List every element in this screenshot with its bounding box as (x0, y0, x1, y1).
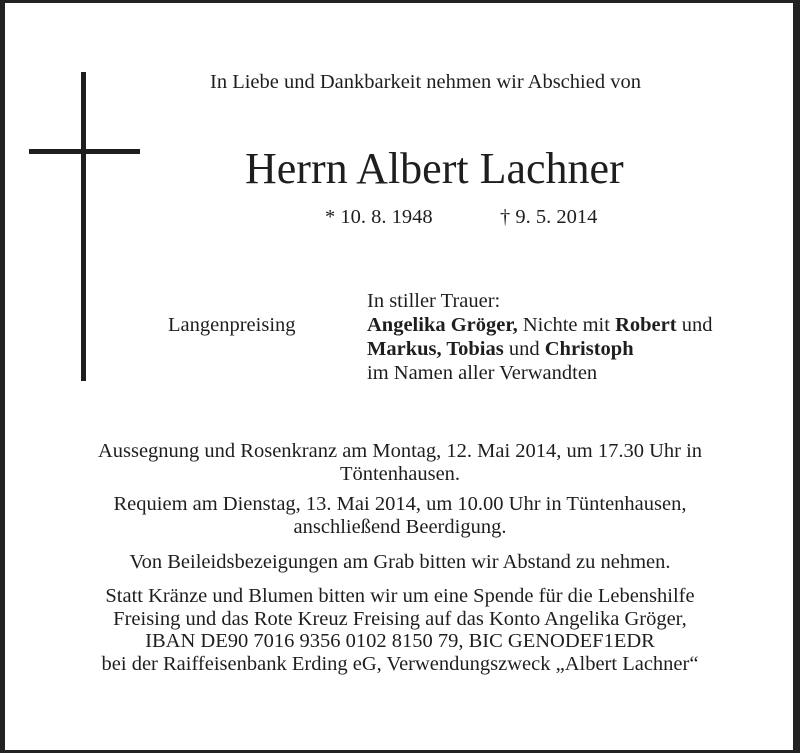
mourners-line-2 (367, 337, 712, 361)
notice-line: Requiem am Dienstag, 13. Mai 2014, um 10.00 Uhr in Tüntenhausen, (113, 493, 687, 515)
mourner-text: Nichte mit (517, 314, 616, 336)
intro-text: In Liebe und Dankbarkeit nehmen wir Abschied von (210, 71, 641, 93)
notice-condolences (0, 551, 800, 574)
notice-line: Statt Kränze und Blumen bitten wir um eine Spende für die Lebenshilfe (105, 585, 695, 607)
cross-vertical (81, 72, 86, 381)
notice-funeral-blessing (0, 440, 800, 485)
notice-line: anschließend Beerdigung. (293, 515, 507, 538)
notice-line: IBAN DE90 7016 9356 0102 8150 79, BIC GENODEF1EDR (145, 630, 655, 652)
notice-line: Freising und das Rote Kreuz Freising auf das Konto Angelika Gröger, (113, 607, 687, 630)
mourner-name: Robert (615, 314, 677, 336)
notice-requiem (0, 493, 800, 538)
deceased-name: Herrn Albert Lachner (245, 144, 624, 193)
mourners-line-1 (367, 313, 712, 337)
cross-horizontal (29, 149, 140, 154)
place: Langenpreising (168, 314, 296, 336)
mourner-name: Angelika Gröger, (367, 314, 518, 336)
mourners-closing: im Namen aller Verwandten (367, 362, 598, 384)
notice-donations (0, 585, 800, 675)
mourner-name: Christoph (544, 338, 634, 360)
notice-line: Von Beileidsbezeigungen am Grab bitten wir Abstand zu nehmen. (129, 551, 671, 573)
mourner-text: und (503, 338, 545, 360)
death-date: † 9. 5. 2014 (500, 206, 598, 228)
mourners-heading: In stiller Trauer: (367, 290, 501, 312)
mourner-name: Markus, Tobias (367, 338, 504, 360)
birth-date: * 10. 8. 1948 (325, 206, 433, 228)
notice-line: Aussegnung und Rosenkranz am Montag, 12. Mai 2014, um 17.30 Uhr in (97, 440, 703, 462)
notice-line: Töntenhausen. (339, 462, 461, 485)
notice-line: bei der Raiffeisenbank Erding eG, Verwendungszweck „Albert Lachner“ (101, 652, 699, 675)
mourner-text: und (676, 314, 713, 336)
mourners-block (367, 289, 712, 385)
